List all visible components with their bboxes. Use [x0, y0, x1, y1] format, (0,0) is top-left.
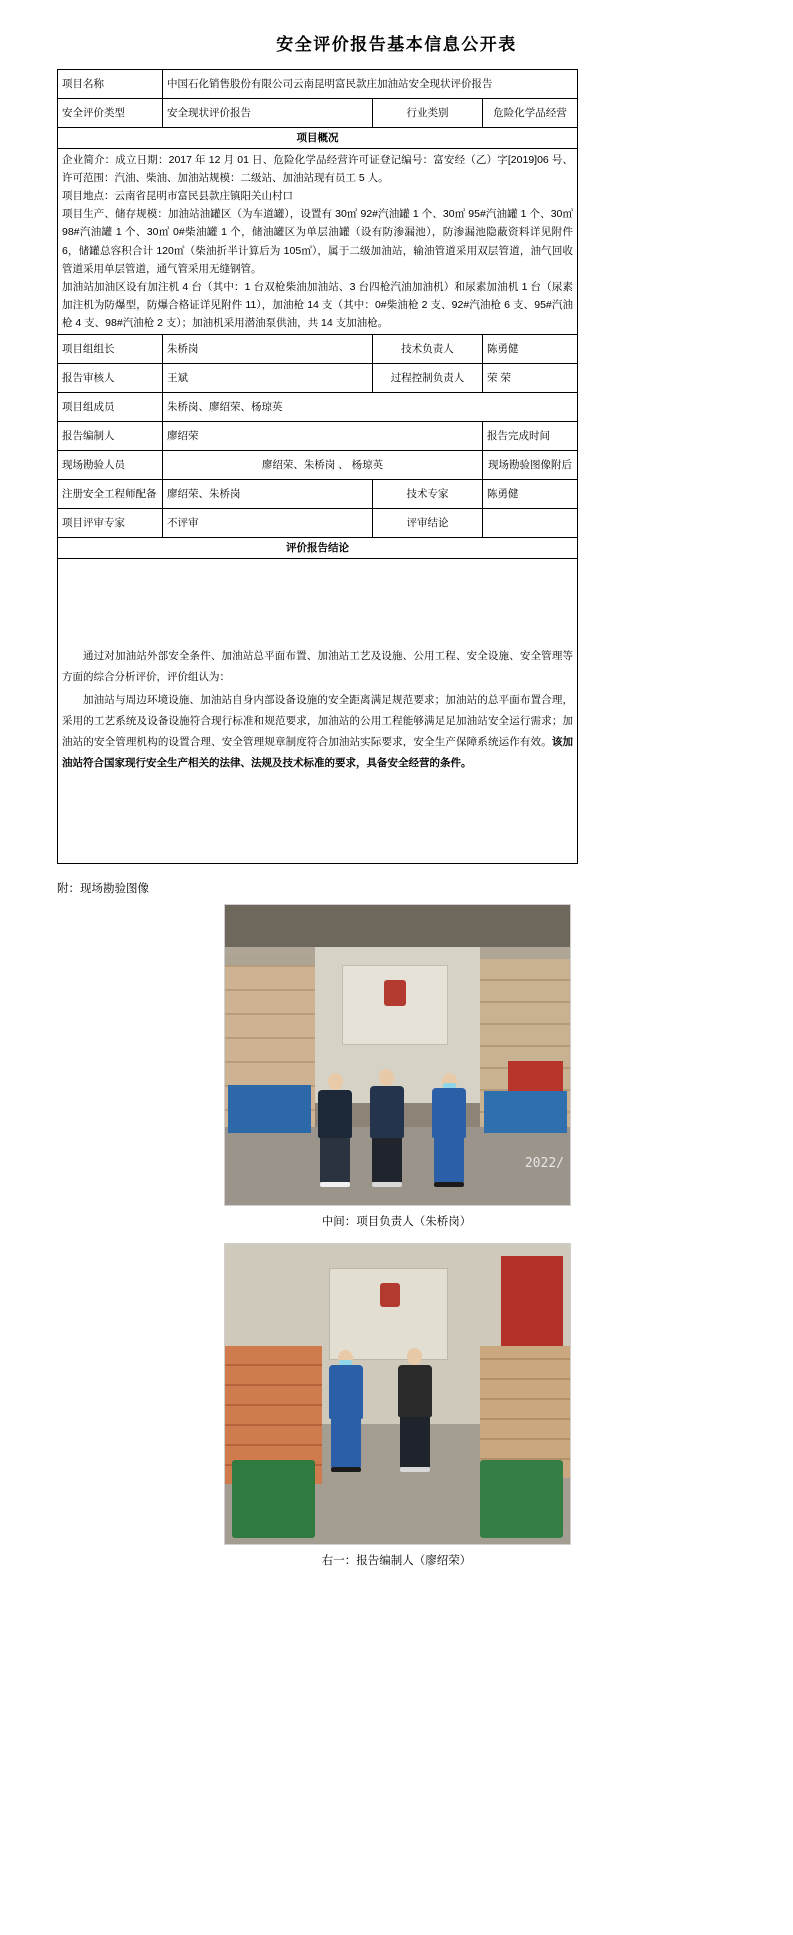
photo2-person-left-shoes [331, 1467, 361, 1472]
conclusion-para-1: 通过对加油站外部安全条件、加油站总平面布置、加油站工艺及设施、公用工程、安全设施、安全管理等方面的综合分析评价，评价组认为： [62, 650, 573, 683]
field-label-registered-engineers: 注册安全工程师配备 [58, 479, 163, 508]
photo1-person-right [432, 1073, 466, 1187]
photo-caption-2: 右一：报告编制人（廖绍荣） [321, 1555, 472, 1567]
field-value-tech-lead: 陈勇健 [483, 334, 578, 363]
photo1-person-center-shoes [372, 1182, 402, 1187]
section-header-row [58, 128, 578, 149]
table-row [58, 508, 578, 537]
conclusion-row [58, 559, 578, 864]
photo1-person-left-head [328, 1073, 343, 1090]
photo2-person-right-shoes [400, 1467, 430, 1472]
photo2-goods-right [480, 1346, 570, 1478]
photo1-person-left-torso [318, 1090, 352, 1138]
field-label-team-leader: 项目组组长 [58, 334, 163, 363]
conclusion-bold-tail: 该加油站符合国家现行安全生产相关的法律、法规及技术标准的要求，具备安全经营的条件。 [62, 736, 574, 769]
overview-para-3: 项目生产、储存规模：加油站油罐区（为车道罐），设置有 30㎥ 92#汽油罐 1 个、30㎥ 95#汽油罐 1 个、30㎥ 98#汽油罐 1 个、30㎥ 0#柴油罐 1 个，储油罐区为单层油罐（设有防渗漏池），防渗漏池隐蔽资料详见附件 6，储罐总容积合计 120㎥（柴油折半计算后为 105㎥），属于二级加油站，输油管道采用双层管道，油气回收管道采用单层管道，通气管采用无缝钢管。 [62, 208, 573, 275]
complete-time-label: 报告完成时间 [487, 429, 550, 442]
table-row [58, 99, 578, 128]
field-label-review-experts: 项目评审专家 [58, 508, 163, 537]
section-heading-conclusion: 评价报告结论 [58, 537, 578, 558]
photo1-person-center-head [379, 1069, 394, 1086]
field-value-author: 廖绍荣 [163, 421, 483, 450]
photo2-red-banner [501, 1256, 563, 1346]
photo1-person-right-legs [434, 1138, 464, 1182]
field-value-process-control: 荣 荣 [483, 363, 578, 392]
photo1-person-left-legs [320, 1138, 350, 1182]
field-label-tech-lead: 技术负责人 [373, 334, 483, 363]
photo2-emblem [380, 1283, 400, 1307]
conclusion-para-2 [62, 690, 573, 774]
photo2-person-right [398, 1348, 432, 1472]
field-label-review-conclusion: 评审结论 [373, 508, 483, 537]
overview-body [58, 149, 578, 334]
field-value-site-inspectors: 廖绍荣、朱桥岗 、 杨琼英 [163, 450, 483, 479]
photo1-blue-crate-right [484, 1091, 567, 1133]
field-value-eval-type: 安全现状评价报告 [163, 99, 373, 128]
table-row [58, 392, 578, 421]
section-heading-overview: 项目概况 [58, 128, 578, 149]
field-value-reviewer: 王斌 [163, 363, 373, 392]
field-label-reviewer: 报告审核人 [58, 363, 163, 392]
photo-block-2 [224, 1243, 569, 1568]
overview-para-1: 企业简介：成立日期：2017 年 12 月 01 日、危险化学品经营许可证登记编号：富安经（乙）字[2019]06 号、许可范围：汽油、柴油、加油站规模：二级站、加油站现有员工 5 人。 [62, 154, 573, 185]
field-label-author: 报告编制人 [58, 421, 163, 450]
site-photo-2 [224, 1243, 571, 1545]
overview-para-4: 加油站加油区设有加注机 4 台（其中：1 台双枪柴油加油站、3 台四枪汽油加油机）和尿素加油机 1 台（尿素加注机为防爆型，防爆合格证详见附件 11），加油枪 14 支（其中：0#柴油枪 2 支、92#汽油枪 6 支、95#汽油枪 4 支、98#汽油枪 2 支）；加油机采用潜油泵供油，共 14 支加油枪。 [62, 280, 573, 329]
photo-block-1 [224, 904, 569, 1229]
photo1-red-box-right [508, 1061, 563, 1091]
overview-para-2: 项目地点：云南省昆明市富民县款庄镇阳关山村口 [62, 190, 293, 203]
photo2-person-right-head [407, 1348, 422, 1365]
field-label-complete-time [483, 421, 578, 450]
field-label-process-control: 过程控制负责人 [373, 363, 483, 392]
photo1-person-center [370, 1069, 404, 1187]
field-label-project-name: 项目名称 [58, 70, 163, 99]
photo1-person-center-legs [372, 1138, 402, 1182]
table-row [58, 450, 578, 479]
table-row [58, 334, 578, 363]
photo2-person-left-torso [329, 1365, 363, 1419]
field-label-tech-expert: 技术专家 [373, 479, 483, 508]
field-label-team-members: 项目组成员 [58, 392, 163, 421]
photo1-person-left [318, 1073, 352, 1187]
field-value-tech-expert: 陈勇健 [483, 479, 578, 508]
table-row [58, 70, 578, 99]
attachment-label: 附：现场勘验图像 [57, 883, 149, 895]
conclusion-body [58, 559, 578, 864]
photo1-person-left-shoes [320, 1182, 350, 1187]
page-title: 安全评价报告基本信息公开表 [276, 35, 517, 54]
photo2-person-right-legs [400, 1417, 430, 1467]
field-label-eval-type: 安全评价类型 [58, 99, 163, 128]
site-photo-1 [224, 904, 571, 1206]
photo1-emblem [384, 980, 406, 1006]
photo1-canopy [225, 905, 570, 947]
photo1-person-right-shoes [434, 1182, 464, 1187]
table-row [58, 479, 578, 508]
field-value-review-experts: 不评审 [163, 508, 373, 537]
field-label-industry: 行业类别 [373, 99, 483, 128]
field-value-project-name: 中国石化销售股份有限公司云南昆明富民款庄加油站安全现状评价报告 [163, 70, 578, 99]
overview-paragraph-row [58, 149, 578, 334]
photo-caption-1: 中间：项目负责人（朱桥岗） [321, 1216, 472, 1228]
photo2-person-right-torso [398, 1365, 432, 1417]
photo1-person-center-torso [370, 1086, 404, 1138]
field-note-site-images: 现场勘验图像附后 [483, 450, 578, 479]
photo2-person-left-legs [331, 1419, 361, 1467]
basic-info-table [57, 69, 578, 864]
field-value-team-members: 朱桥岗、廖绍荣、杨琼英 [163, 392, 578, 421]
table-row [58, 421, 578, 450]
conclusion-para-2-text: 加油站与周边环境设施、加油站自身内部设备设施的安全距离满足规范要求；加油站的总平面布置合理，采用的工艺系统及设备设施符合现行标准和规范要求，加油站的公用工程能够满足足加油站安全运行需求；加油站的安全管理机构的设置合理、安全管理规章制度符合加油站实际要求，安全生产保障系统运作有效。 [62, 694, 573, 748]
photo1-blue-crate-left [228, 1085, 311, 1133]
field-value-review-conclusion [483, 508, 578, 537]
field-value-team-leader: 朱桥岗 [163, 334, 373, 363]
photo2-person-left [329, 1350, 363, 1472]
section-header-row [58, 537, 578, 558]
field-value-registered-engineers: 廖绍荣、朱桥岗 [163, 479, 373, 508]
field-value-industry: 危险化学品经营 [483, 99, 578, 128]
photo1-person-right-torso [432, 1088, 466, 1138]
table-row [58, 363, 578, 392]
photo2-signboard [329, 1268, 448, 1360]
field-label-site-inspectors: 现场勘验人员 [58, 450, 163, 479]
photo2-green-product-right [480, 1460, 563, 1538]
photo2-green-product-left [232, 1460, 315, 1538]
photo1-date-watermark: 2022/ [524, 1156, 564, 1171]
